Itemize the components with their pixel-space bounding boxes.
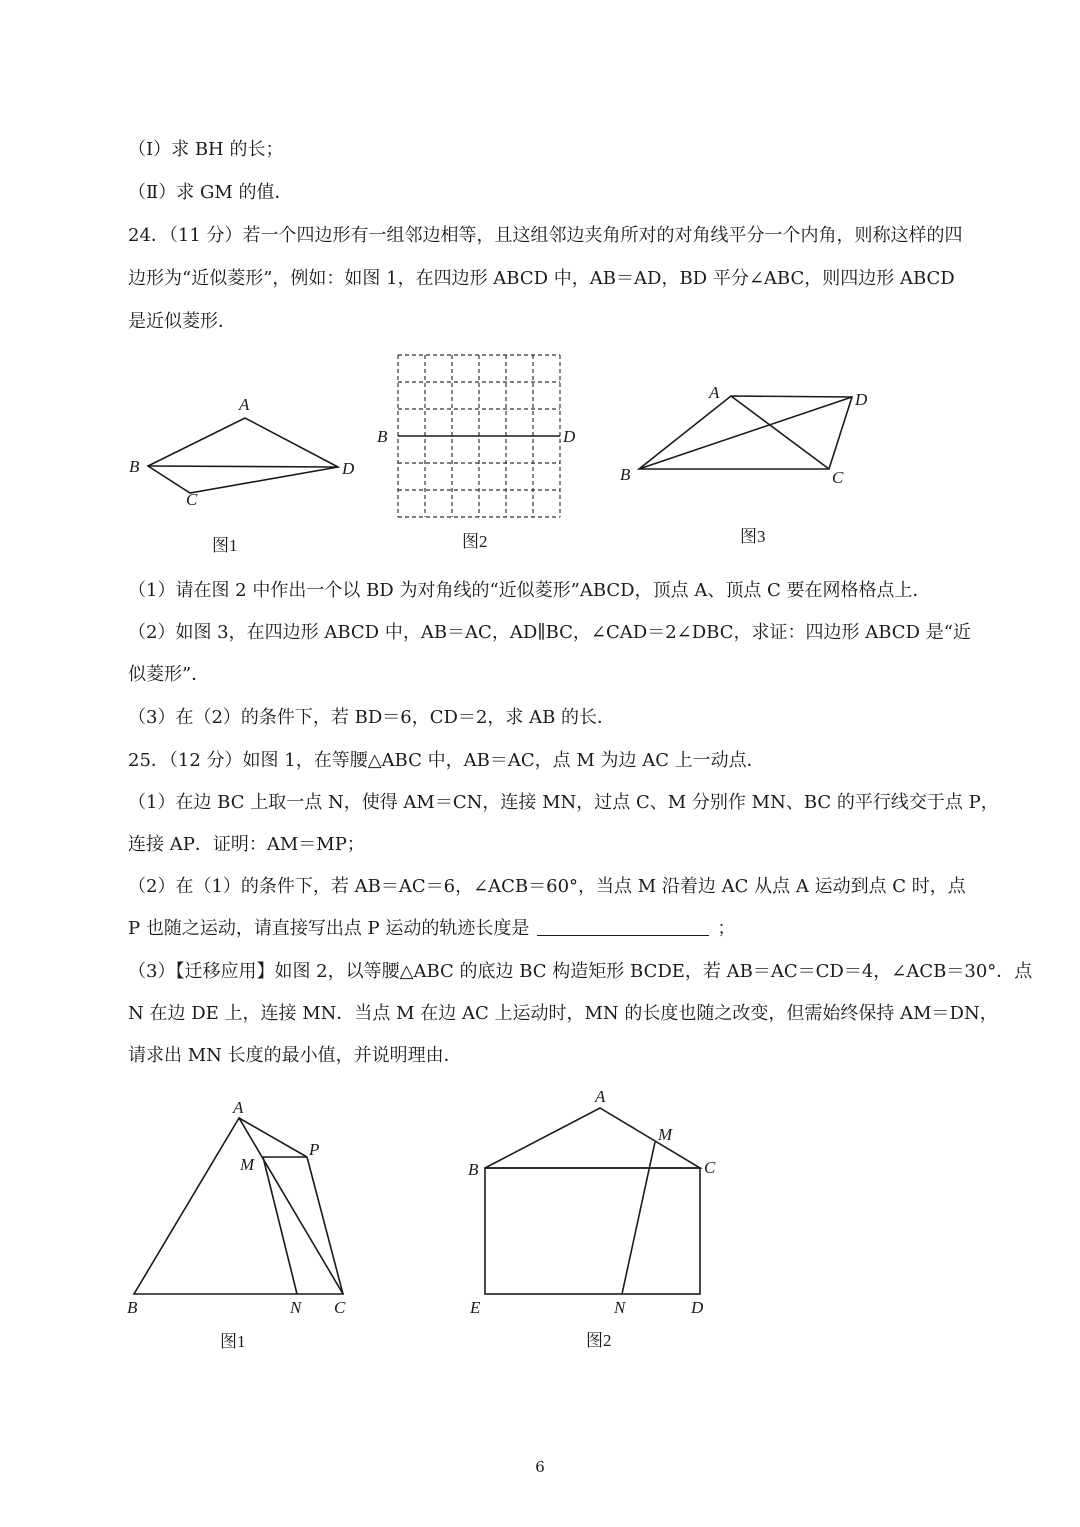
label-n: N [614, 1298, 626, 1317]
segment-ap [239, 1118, 307, 1157]
q24-part2-line2: 似菱形”． [128, 664, 210, 685]
q24-part2-line1: （2）如图 3，在四边形 ABCD 中，AB＝AC，AD∥BC，∠CAD＝2∠DBC，求证：四边形 ABCD 是“近 [128, 622, 971, 643]
label-b: B [377, 427, 388, 446]
q24-figure-2-grid [370, 345, 590, 555]
q23-part2: （Ⅱ）求 GM 的值． [128, 182, 293, 203]
caption: 图3 [740, 527, 766, 546]
label-b: B [127, 1298, 138, 1317]
page-number: 6 [535, 1458, 545, 1476]
answer-blank [537, 917, 709, 936]
q24-stem-line2: 边形为“近似菱形”，例如：如图 1，在四边形 ABCD 中，AB＝AD，BD 平分∠ABC，则四边形 ABCD [128, 268, 955, 289]
caption: 图2 [586, 1331, 612, 1350]
label-n: N [290, 1298, 302, 1317]
caption: 图2 [462, 532, 488, 551]
quadrilateral-abcd [148, 418, 338, 493]
diagonal-bd [148, 466, 338, 467]
label-d: D [691, 1298, 704, 1317]
q24-stem-line1: 24．（11 分）若一个四边形有一组邻边相等，且这组邻边夹角所对的对角线平分一个内角，则称这样的四 [128, 225, 963, 246]
label-b: B [620, 465, 631, 484]
label-c: C [832, 468, 844, 487]
q25-part2-line1: （2）在（1）的条件下，若 AB＝AC＝6，∠ACB＝60°，当点 M 沿着边 AC 从点 A 运动到点 C 时，点 [128, 876, 966, 897]
q25-part2-text: P 也随之运动，请直接写出点 P 运动的轨迹长度是 [128, 918, 530, 939]
q25-part3-line1: （3）【迁移应用】如图 2，以等腰△ABC 的底边 BC 构造矩形 BCDE，若 AB＝AC＝CD＝4，∠ACB＝30°．点 [128, 961, 1033, 982]
label-d: D [855, 390, 868, 409]
label-c: C [186, 490, 198, 509]
label-d: D [342, 459, 355, 478]
label-d: D [563, 427, 576, 446]
label-m: M [240, 1155, 255, 1174]
rectangle-bcde [485, 1168, 700, 1294]
q25-stem: 25．（12 分）如图 1，在等腰△ABC 中，AB＝AC，点 M 为边 AC 上一动点． [128, 750, 765, 771]
label-a: A [709, 383, 720, 402]
q25-figure-1 [110, 1085, 380, 1360]
label-c: C [334, 1298, 346, 1317]
q25-part3-line3: 请求出 MN 长度的最小值，并说明理由． [128, 1045, 462, 1066]
q25-part1-line2: 连接 AP．证明：AM＝MP； [128, 834, 365, 855]
q25-part2-line2 [128, 916, 735, 942]
q24-part3: （3）在（2）的条件下，若 BD＝6，CD＝2，求 AB 的长． [128, 707, 616, 728]
q25-part1-line1: （1）在边 BC 上取一点 N，使得 AM＝CN，连接 MN，过点 C、M 分别作 MN、BC 的平行线交于点 P， [128, 792, 999, 813]
q24-figure-1 [120, 385, 370, 560]
label-a: A [595, 1087, 606, 1106]
caption: 图1 [212, 536, 238, 555]
label-a: A [233, 1098, 244, 1117]
q24-figure-3 [610, 375, 890, 550]
q25-part3-line2: N 在边 DE 上，连接 MN．当点 M 在边 AC 上运动时，MN 的长度也随之改变，但需始终保持 AM＝DN， [128, 1003, 998, 1024]
q23-part1: （Ⅰ）求 BH 的长； [128, 139, 284, 160]
label-c: C [704, 1158, 716, 1177]
diagonal-bd [639, 397, 852, 469]
caption: 图1 [220, 1332, 246, 1351]
label-b: B [129, 457, 140, 476]
segment-mn [263, 1157, 297, 1294]
segment-pc [307, 1157, 343, 1294]
label-m: M [658, 1125, 673, 1144]
label-p: P [309, 1140, 320, 1159]
segment-mn [622, 1142, 655, 1294]
q24-part1: （1）请在图 2 中作出一个以 BD 为对角线的“近似菱形”ABCD，顶点 A、顶点 C 要在网格格点上． [128, 580, 931, 601]
label-e: E [470, 1298, 481, 1317]
label-b: B [468, 1160, 479, 1179]
q24-stem-line3: 是近似菱形． [128, 311, 236, 332]
q25-part2-end: ； [717, 918, 736, 939]
q25-figure-2 [455, 1080, 745, 1360]
label-a: A [239, 395, 250, 414]
